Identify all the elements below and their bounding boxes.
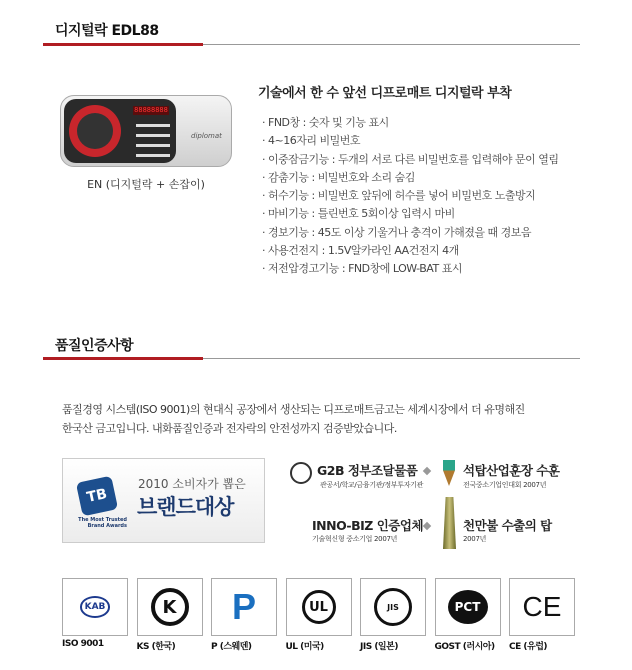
brand-mark: diplomat [191,132,222,140]
medal-icon [443,460,455,486]
spec-list [262,114,558,279]
cert-row [62,578,575,652]
cert-ks: K KS (한국) [137,578,203,652]
award-sub: 기술혁신형 중소기업 2007년 [312,535,398,543]
cert-gost: PCT GOST (러시아) [435,578,501,652]
government-seal-icon [290,462,312,484]
brand-award-banner [62,458,265,543]
spec-item: · 저전압경고기능 : FND창에 LOW-BAT 표시 [262,260,558,278]
quality-description [62,400,525,438]
fnd-display: 88888888 [134,106,168,114]
section-title-quality: 품질인증사항 [55,338,134,354]
award-sub: 관공서/학교/금융기관/정부투자기관 [320,481,424,489]
iso-kab-icon: KAB [62,578,128,636]
product-caption: EN (디지털락 + 손잡이) [87,178,205,191]
brand-award-line1: 2010 소비자가 뽑은 [138,477,246,491]
award-title: INNO-BIZ 인증업체 [312,518,424,533]
section-title-product: 디지털락 EDL88 [55,23,159,39]
keypad [136,120,170,158]
cert-ce: CE CE (유럽) [509,578,575,652]
diamond-icon [423,467,431,475]
spec-item: · FND창 : 숫자 및 기능 표시 [262,114,558,132]
spec-item: · 경보기능 : 45도 이상 기울거나 충격이 가해졌을 때 경보음 [262,224,558,242]
p-mark-icon: P [211,578,277,636]
cert-jis: JIS JIS (일본) [360,578,426,652]
gost-icon: PCT [435,578,501,636]
award-title: 천만불 수출의 탑 [463,518,552,533]
spec-item: · 이중잠금기능 : 두개의 서로 다른 비밀번호를 입력해야 문이 열림 [262,151,558,169]
divider-accent [43,357,203,360]
spec-item: · 감춤기능 : 비밀번호와 소리 숨김 [262,169,558,187]
ks-icon: K [137,578,203,636]
description-line: 품질경영 시스템(ISO 9001)의 현대식 공장에서 생산되는 디프로매트금고는 세계시장에서 더 유명해진 [62,403,525,416]
jis-icon: JIS [360,578,426,636]
spec-item: · 허수기능 : 비밀번호 앞뒤에 허수를 넣어 비밀번호 노출방지 [262,187,558,205]
award-title: 석탑산업훈장 수훈 [463,463,560,478]
cert-ul: UL UL (미국) [286,578,352,652]
ce-icon: CE [509,578,575,636]
ul-icon: UL [286,578,352,636]
award-sub: 2007년 [463,535,487,543]
award-title: G2B 정부조달물품 [317,463,418,478]
product-headline: 기술에서 한 수 앞선 디프로매트 디지털락 부착 [258,86,512,101]
export-tower-icon [443,497,456,549]
divider-accent [43,43,203,46]
brand-award-line2: 브랜드대상 [137,495,234,519]
spec-item: · 4~16자리 비밀번호 [262,132,558,150]
tb-logo-icon: TB [76,476,118,517]
award-sub: 전국중소기업인대회 2007년 [463,481,547,489]
cert-iso: KAB ISO 9001 [62,578,128,652]
spec-item: · 마비기능 : 틀린번호 5회이상 입력시 마비 [262,205,558,223]
description-line: 한국산 금고입니다. 내화품질인증과 전자락의 안전성까지 검증받았습니다. [62,422,397,435]
diamond-icon [423,522,431,530]
tb-logo-caption: The Most Trusted Brand Awards [78,517,127,529]
cert-p: P P (스웨덴) [211,578,277,652]
product-image [60,95,232,167]
spec-item: · 사용건전지 : 1.5V알카라인 AA건전지 4개 [262,242,558,260]
